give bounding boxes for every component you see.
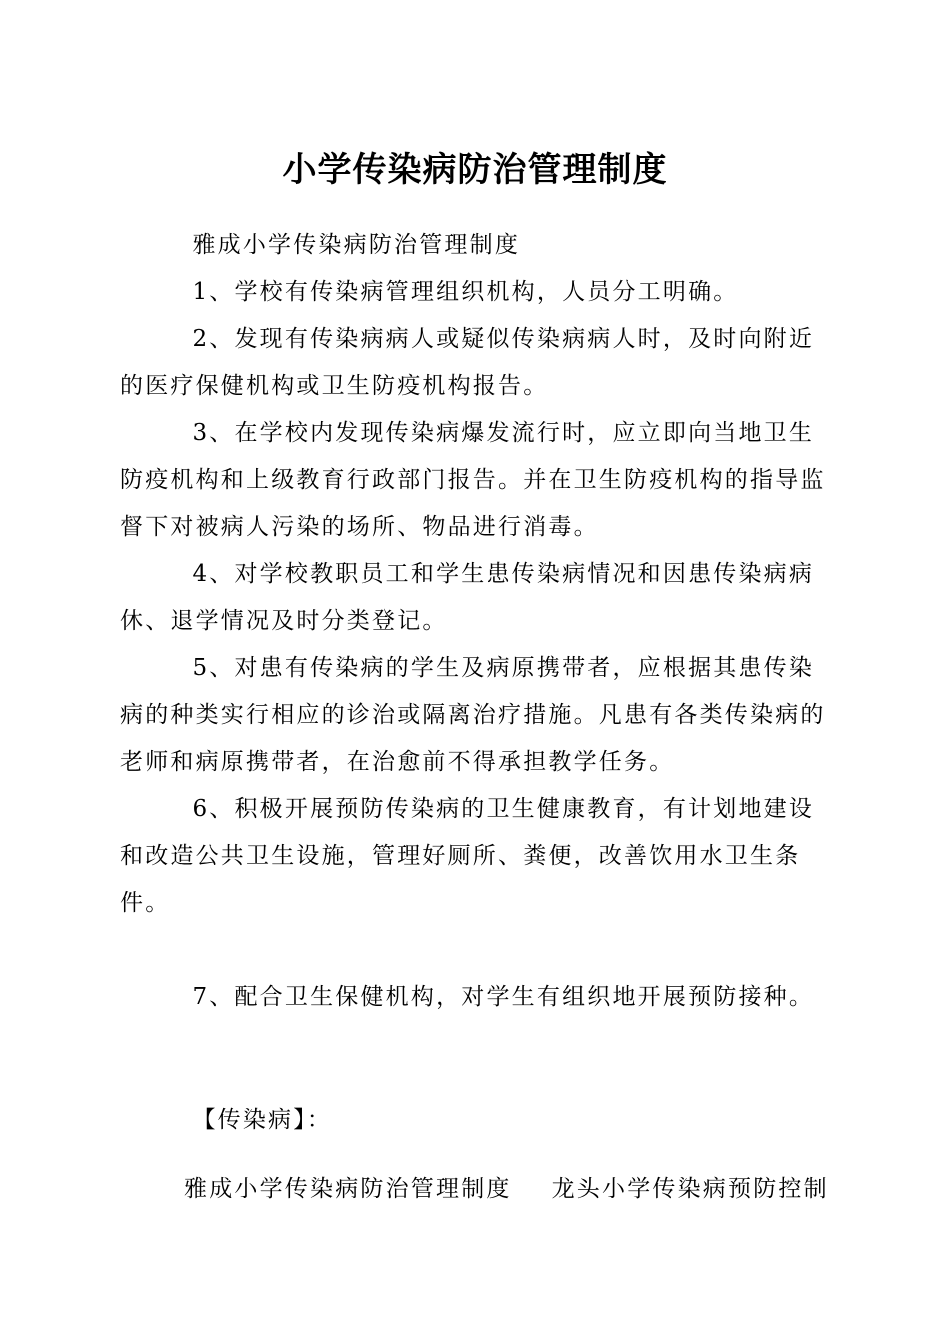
paragraph-3: 3、在学校内发现传染病爆发流行时，应立即向当地卫生防疫机构和上级教育行政部门报告。并在卫生防疫机构的指导监督下对被病人污染的场所、物品进行消毒。 bbox=[120, 420, 826, 540]
tag-label: 【传染病】： bbox=[192, 1107, 333, 1133]
paragraph-4: 4、对学校教职员工和学生患传染病情况和因患传染病病休、退学情况及时分类登记。 bbox=[120, 561, 815, 634]
document-subtitle: 雅成小学传染病防治管理制度 bbox=[192, 232, 521, 258]
related-link-1[interactable]: 雅成小学传染病防治管理制度 bbox=[184, 1176, 512, 1202]
related-link-2[interactable]: 龙头小学传染病预防控制 bbox=[551, 1176, 829, 1202]
paragraph-1: 1、学校有传染病管理组织机构，人员分工明确。 bbox=[192, 279, 739, 305]
paragraph-5: 5、对患有传染病的学生及病原携带者，应根据其患传染病的种类实行相应的诊治或隔离治疗措施。凡患有各类传染病的老师和病原携带者，在治愈前不得承担教学任务。 bbox=[120, 655, 826, 775]
paragraph-7: 7、配合卫生保健机构，对学生有组织地开展预防接种。 bbox=[192, 984, 815, 1010]
page-title: 小学传染病防治管理制度 bbox=[282, 150, 668, 190]
document-body bbox=[120, 222, 836, 1144]
paragraph-6: 6、积极开展预防传染病的卫生健康教育，有计划地建设和改造公共卫生设施，管理好厕所、粪便，改善饮用水卫生条件。 bbox=[120, 796, 815, 916]
related-links bbox=[184, 1166, 829, 1213]
paragraph-2: 2、发现有传染病病人或疑似传染病病人时，及时向附近的医疗保健机构或卫生防疫机构报告。 bbox=[120, 326, 815, 399]
